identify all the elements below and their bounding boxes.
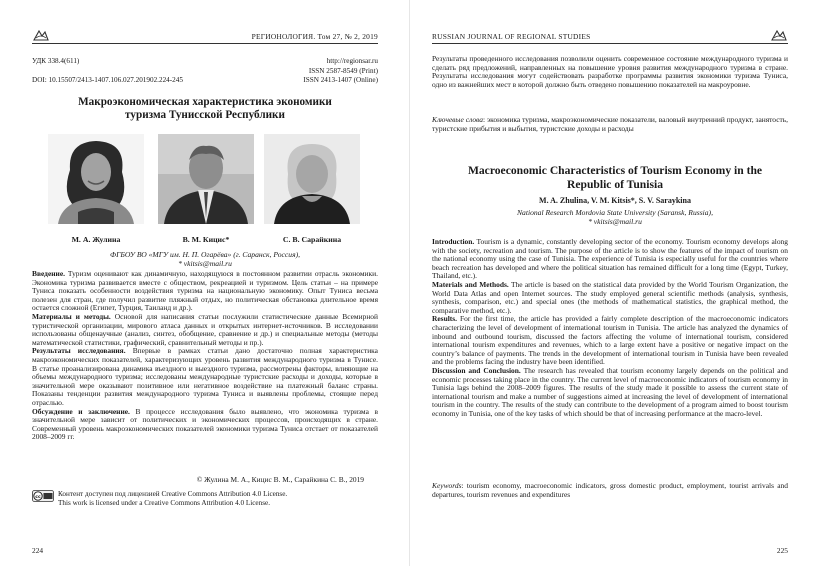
abstract-paragraph — [32, 347, 378, 407]
article-meta-left — [32, 57, 183, 86]
doi-link[interactable]: DOI: 10.15507/2413-1407.106.027.201902.224-245 — [32, 76, 183, 85]
abstract-paragraph — [32, 408, 378, 442]
page-number: 225 — [776, 546, 788, 555]
header-rule — [32, 43, 378, 44]
abstract-ru — [32, 270, 378, 442]
abstract-paragraph — [432, 367, 788, 419]
abstract-text: Впервые в рамках статьи дано достаточно полная характеристика макроэкономических показателей, характеризующих уровень развития международного туризма в Тунисе. В статье проанализирована динамика въездного и выездного туризма, рассмотрены факторы, влияющие на объемы международного туризма; исследованы международные туристские расходы и доходы, которые в значительной мере оказывают позитивное или негативное воздействие на платежный баланс страны. Показаны тенденции развития международного туризма Туниса и выявлены проблемы, стоящие перед отраслью. — [32, 346, 378, 407]
license-ru[interactable]: Контент доступен под лицензией Creative Commons Attribution 4.0 License. — [58, 490, 288, 498]
article-title-ru: Макроэкономическая характеристика экономики туризма Тунисской Республики — [78, 96, 332, 121]
abstract-label: Результаты исследования. — [32, 346, 126, 356]
abstract-continued-text: Результаты проведенного исследования позволили оценить современное состояние международного туризма и сделать ряд предложений, направленных на повышение уровня развития международного туризма в стране. Результаты исследования могут содействовать разработке программы развития экономики туризма Туниса, одно из важнейших мест в которой должно быть отведено повышению показателей на макроуровне. — [432, 54, 788, 89]
journal-logo-icon — [770, 28, 788, 42]
abstract-label: Introduction. — [432, 237, 475, 246]
journal-url[interactable]: http://regionsar.ru — [326, 57, 378, 65]
issn-print: ISSN 2587-8549 (Print) — [308, 66, 378, 75]
journal-logo-icon — [32, 28, 50, 42]
abstract-text: Основой для написания статьи послужили статистические данные Всемирной туристической организации, мирового атласа данных и открытых интернет-источников. В исследовании использованы общенаучные (анализ, синтез, обобщение, сравнение и др.) и специальные методы (методы математической статистики, графический, сравнительный методы и пр.). — [32, 311, 379, 347]
author-email[interactable]: * vkitsis@mail.ru — [178, 259, 232, 269]
affiliation-text: ФГБОУ ВО «МГУ им. Н. П. Огарёва» (г. Саранск, Россия), — [109, 250, 301, 259]
author-name-saraykina: С. В. Сарайкина — [282, 235, 342, 244]
keywords-en — [432, 482, 788, 499]
keywords-ru — [432, 116, 788, 133]
keywords-label: Keywords — [432, 481, 462, 490]
abstract-paragraph — [32, 313, 378, 347]
abstract-text: В процессе исследования было выявлено, что экономика туризма в значительной мере зависит от политических и экономических процессов, происходящих в стране. Современный уровень макроэкономических показателей экономики туризма Туниса отстает от показателей 2008–2009 гг. — [32, 406, 378, 442]
abstract-label: Discussion and Conclusion. — [432, 365, 521, 375]
authors-en: M. A. Zhulina, V. M. Kitsis*, S. V. Saraykina — [539, 196, 691, 205]
author-photo-saraykina — [264, 134, 360, 224]
abstract-label: Materials and Methods. — [432, 279, 509, 289]
running-header: РЕГИОНОЛОГИЯ. Том 27, № 2, 2019 — [251, 32, 378, 41]
keywords-text: : tourism economy, macroeconomic indicators, gross domestic product, employment, tourist arrivals and departures, tourism revenues and expenditures — [432, 481, 788, 499]
page-number: 224 — [32, 546, 44, 555]
keywords-paragraph — [432, 482, 788, 499]
author-photo-zhulina — [48, 134, 144, 224]
article-meta-right — [303, 57, 378, 86]
author-name-kitsis: В. М. Кицис* — [182, 235, 230, 244]
author-name-zhulina: М. А. Жулина — [71, 235, 121, 244]
keywords-label: Ключевые слова — [432, 115, 483, 124]
abstract-label: Введение. — [32, 269, 65, 278]
article-title-en: Macroeconomic Characteristics of Tourism Economy in the Republic of Tunisia — [467, 164, 763, 191]
license-text — [58, 490, 287, 508]
keywords-text: : экономика туризма, макроэкономические показатели, валовый внутренний продукт, занятость, туристские прибытия и выбытия, туристские доходы и расходы — [432, 115, 789, 133]
right-page — [410, 0, 820, 566]
header-rule — [432, 43, 788, 44]
affiliation-text: National Research Mordovia State University (Saransk, Russia), — [516, 208, 713, 217]
abstract-text: Туризм оценивают как динамичную, находящуюся в постоянном развитии отрасль экономики. Экономика туризма развивается вместе с обществом, рекреацией и туризмом. Цель статьи – на примере Туниса показать особенности воздействия туризма на национальную экономику. Опыт Туниса весьма полезен для стран, где получил развитие пляжный отдых, но политическая обстановка длительное время остается сложной (Египет, Турция, Таиланд и др.). — [32, 269, 378, 313]
running-header: RUSSIAN JOURNAL OF REGIONAL STUDIES — [432, 32, 591, 41]
udc-code: УДК 338.4(611) — [32, 57, 80, 65]
abstract-text: The article is based on the statistical data provided by the World Tourism Organization, the World Data Atlas and open Internet sources. The study employed general scientific methods (analysis, synthesis, synthesis, comparison, etc.) and special ones (the methods of mathematical statistics, the graphical method, the comparative method, etc.). — [432, 279, 788, 315]
author-affiliation-ru — [40, 250, 370, 269]
abstract-paragraph — [32, 270, 378, 313]
license-en[interactable]: This work is licensed under a Creative Commons Attribution 4.0 License. — [58, 499, 270, 507]
author-affiliation-en — [450, 208, 780, 227]
abstract-text: The research has revealed that tourism economy largely depends on the political and economic processes taking place in the country. The current level of macroeconomic indicators of tourism economy in Tunisia lags behind the 2008–2009 figures. The results of the study made it possible to assess the current state of international tourism and make a number of suggestions aimed at increasing the level of development of international tourism in the country. The results of the study can contribute to the development of a program aimed to boost tourism economy in Tunisia, one of the key tasks of which should be that of increasing performance at the macro-level. — [432, 365, 788, 418]
copyright-notice: © Жулина М. А., Кицис В. М., Сарайкина С. В., 2019 — [196, 475, 364, 484]
abstract-paragraph — [432, 238, 788, 281]
cc-badge-text: cc — [35, 495, 41, 500]
abstract-label: Материалы и методы. — [32, 311, 111, 321]
issn-online: ISSN 2413-1407 (Online) — [303, 76, 378, 85]
abstract-label: Обсуждение и заключение. — [32, 406, 130, 416]
author-email[interactable]: * vkitsis@mail.ru — [588, 217, 642, 227]
keywords-paragraph — [432, 116, 788, 133]
abstract-text: Tourism is a dynamic, constantly developing sector of the economy. Tourism economy develops along with the society, recreation and tourism. The purpose of the article is to show the features of the impact of tourism on the national economy using the case of Tunisia. The experience of Tunisia is especially useful for the countries where beach recreation has developed and where the political situation has remained difficult for a long time (Egypt, Turkey, Thailand, etc.). — [432, 237, 788, 281]
abstract-paragraph — [432, 315, 788, 367]
author-photo-kitsis — [158, 134, 254, 224]
abstract-label: Results. — [432, 314, 457, 324]
abstract-en — [432, 238, 788, 418]
abstract-ru-continued — [432, 55, 788, 89]
abstract-paragraph — [432, 281, 788, 315]
creative-commons-icon[interactable] — [32, 490, 54, 502]
abstract-text: For the first time, the article has provided a fairly complete description of the macroeconomic indicators characterizing the level of development of international tourism in Tunisia. The article has analyzed the dynamics of inbound and outbound tourism, discussed the factors affecting the volume of international tourism, considered international tourism expenditures and revenues, which to a large extent have a positive or negative impact on the country’s balance of payments. The trends in the development of international tourism in Tunisia have been revealed and the problems facing the industry have been identified. — [432, 314, 788, 367]
